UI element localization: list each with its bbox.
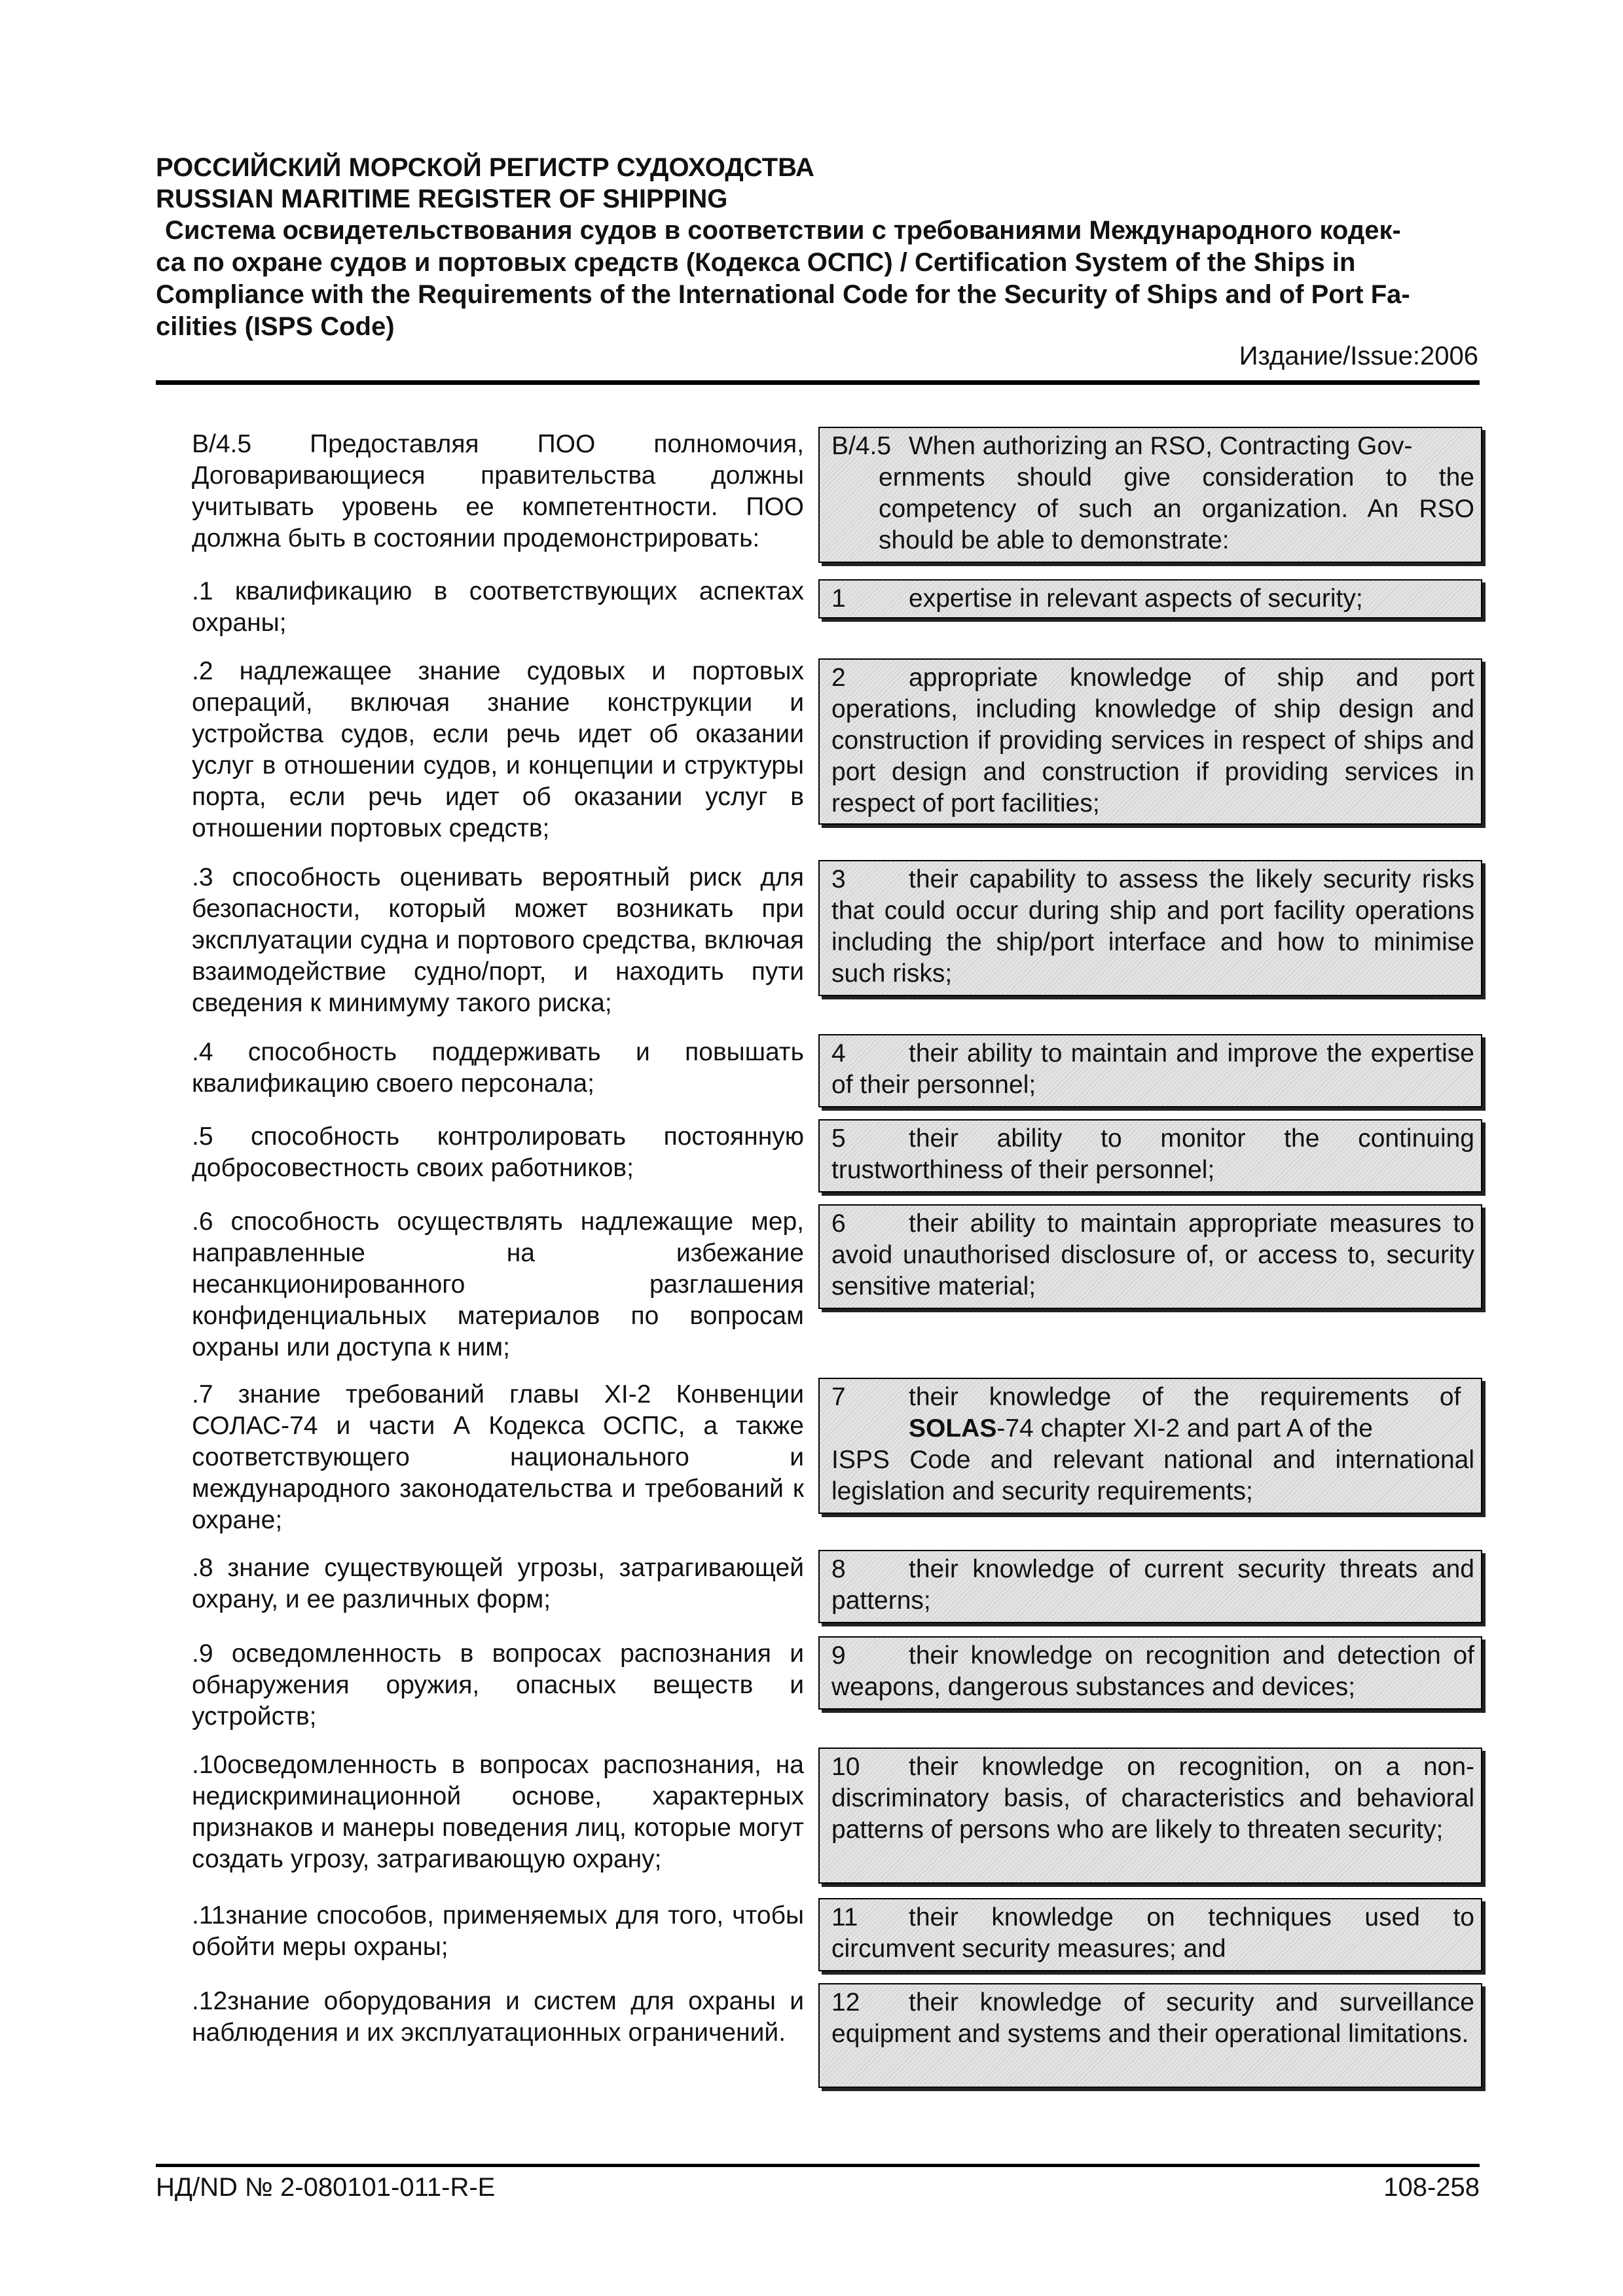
item-6-en: their ability to maintain appropriate measures to avoid unauthorised disclosure of, or access to, security sensitive material; bbox=[831, 1210, 1474, 1300]
item-12-en-box bbox=[818, 1983, 1482, 2088]
org-name-en: RUSSIAN MARITIME REGISTER OF SHIPPING bbox=[156, 185, 728, 213]
item-8-ru: .8 знание существующей угрозы, затрагивающей охрану, и ее различных форм; bbox=[192, 1554, 804, 1613]
item-7-en-solas: SOLAS bbox=[909, 1414, 997, 1443]
item-3-ru: .3 способность оценивать вероятный риск для безопасности, который может возникать при эксплуатации судна и портового средства, включая взаимодействие судно/порт, и находить пути сведения к минимуму такого риска; bbox=[192, 863, 804, 1017]
doc-number: НД/ND № 2-080101-011-R-E bbox=[156, 2173, 496, 2202]
item-4-en-box bbox=[818, 1034, 1482, 1107]
item-7-en-box bbox=[818, 1378, 1482, 1514]
item-12-ru: .12знание оборудования и систем для охраны и наблюдения и их эксплуатационных ограничений. bbox=[192, 1987, 804, 2047]
item-8-number: 8 bbox=[831, 1555, 846, 1583]
item-9-en: their knowledge on recognition and detection of weapons, dangerous substances and devices; bbox=[831, 1641, 1474, 1701]
item-11-en: their knowledge on techniques used to circumvent security measures; and bbox=[831, 1903, 1474, 1963]
item-1-ru: .1 квалификацию в соответствующих аспектах охраны; bbox=[192, 577, 804, 637]
item-4-en: their ability to maintain and improve the expertise of their personnel; bbox=[831, 1039, 1474, 1099]
intro-en-box bbox=[818, 427, 1482, 563]
footer-divider bbox=[156, 2164, 1480, 2167]
intro-en-rest: ernments should give consideration to the competency of such an organization. An RSO should be able to demonstrate: bbox=[879, 463, 1474, 554]
intro-en-line-1: When authorizing an RSO, Contracting Gov- bbox=[909, 432, 1413, 460]
item-10-en-box bbox=[818, 1748, 1482, 1884]
item-6-number: 6 bbox=[831, 1210, 846, 1238]
item-4-ru: .4 способность поддерживать и повышать квалификацию своего персонала; bbox=[192, 1038, 804, 1098]
issue-label: Издание/Issue:2006 bbox=[1239, 342, 1478, 370]
item-6-ru: .6 способность осуществлять надлежащие мер, направленные на избежание несанкционированного разглашения конфиденциальных материалов по вопросам охраны или доступа к ним; bbox=[192, 1208, 804, 1361]
doc-title-line-1: Система освидетельствования судов в соответствии с требованиями Международного кодек- bbox=[165, 216, 1401, 245]
item-4-number: 4 bbox=[831, 1039, 846, 1067]
item-3-en-box bbox=[818, 860, 1482, 996]
item-7-ru: .7 знание требований главы XI-2 Конвенции СОЛАС-74 и части А Кодекса ОСПС, а также соответствующего национального и международного законодательства и требований к охране; bbox=[192, 1380, 804, 1534]
doc-title-line-3: Compliance with the Requirements of the International Code for the Security of Ships and of Port Fa- bbox=[156, 280, 1410, 309]
intro-ru: B/4.5 Предоставляя ПОО полномочия, Договаривающиеся правительства должны учитывать уровень ее компетентности. ПОО должна быть в состоянии продемонстрировать: bbox=[192, 430, 804, 552]
item-11-number: 11 bbox=[831, 1903, 858, 1931]
item-2-ru: .2 надлежащее знание судовых и портовых операций, включая знание конструкции и устройства судов, если речь идет об оказании услуг в отношении судов, и концепции и структуры порта, если речь идет об оказании услуг в отношении портовых средств; bbox=[192, 657, 804, 842]
header-divider bbox=[156, 380, 1480, 385]
item-12-number: 12 bbox=[831, 1988, 860, 2017]
item-10-number: 10 bbox=[831, 1753, 860, 1781]
item-9-en-box bbox=[818, 1636, 1482, 1710]
page-number: 108-258 bbox=[1383, 2173, 1480, 2202]
item-10-en: their knowledge on recognition, on a non-discriminatory basis, of characteristics and behavioral patterns of persons who are likely to threaten security; bbox=[831, 1753, 1474, 1844]
item-5-number: 5 bbox=[831, 1124, 846, 1153]
org-name-ru: РОССИЙСКИЙ МОРСКОЙ РЕГИСТР СУДОХОДСТВА bbox=[156, 153, 814, 182]
item-6-en-box bbox=[818, 1204, 1482, 1309]
item-3-en: their capability to assess the likely security risks that could occur during ship and port facility operations including the ship/port interface and how to minimise such risks; bbox=[831, 865, 1474, 988]
item-5-en-box bbox=[818, 1119, 1482, 1193]
intro-en-number: B/4.5 bbox=[831, 432, 892, 460]
item-2-en-box bbox=[818, 658, 1482, 825]
item-10-ru: .10осведомленность в вопросах распознания, на недискриминационной основе, характерных признаков и манеры поведения лиц, которые могут создать угрозу, затрагивающую охрану; bbox=[192, 1751, 804, 1873]
item-1-en: expertise in relevant aspects of security; bbox=[909, 584, 1363, 613]
item-1-en-box bbox=[818, 579, 1482, 619]
item-9-number: 9 bbox=[831, 1641, 846, 1670]
item-7-en-a: their knowledge of the requirements of bbox=[909, 1383, 1461, 1411]
doc-title-line-2: са по охране судов и портовых средств (Кодекса ОСПС) / Certification System of the Ships in bbox=[156, 248, 1356, 277]
item-3-number: 3 bbox=[831, 865, 846, 893]
doc-title-line-4: cilities (ISPS Code) bbox=[156, 312, 395, 341]
item-7-en-b: -74 chapter XI-2 and part A of the bbox=[996, 1414, 1373, 1443]
item-2-en: appropriate knowledge of ship and port operations, including knowledge of ship design and construction if providing services in respect of ships and port design and construction if providing services in respect of port facilities; bbox=[831, 664, 1474, 817]
item-8-en-box bbox=[818, 1550, 1482, 1623]
item-8-en: their knowledge of current security threats and patterns; bbox=[831, 1555, 1474, 1615]
item-12-en: their knowledge of security and surveillance equipment and systems and their operational limitations. bbox=[831, 1988, 1474, 2048]
header bbox=[156, 152, 1478, 343]
item-11-ru: .11знание способов, применяемых для того, чтобы обойти меры охраны; bbox=[192, 1901, 804, 1961]
item-9-ru: .9 осведомленность в вопросах распознания и обнаружения оружия, опасных веществ и устройств; bbox=[192, 1640, 804, 1731]
item-1-number: 1 bbox=[831, 584, 846, 613]
item-5-ru: .5 способность контролировать постоянную добросовестность своих работников; bbox=[192, 1122, 804, 1182]
item-11-en-box bbox=[818, 1898, 1482, 1971]
item-5-en: their ability to monitor the continuing trustworthiness of their personnel; bbox=[831, 1124, 1474, 1184]
item-2-number: 2 bbox=[831, 664, 846, 692]
item-7-en-c: ISPS Code and relevant national and international legislation and security requirements; bbox=[831, 1446, 1474, 1505]
item-7-number: 7 bbox=[831, 1383, 846, 1411]
